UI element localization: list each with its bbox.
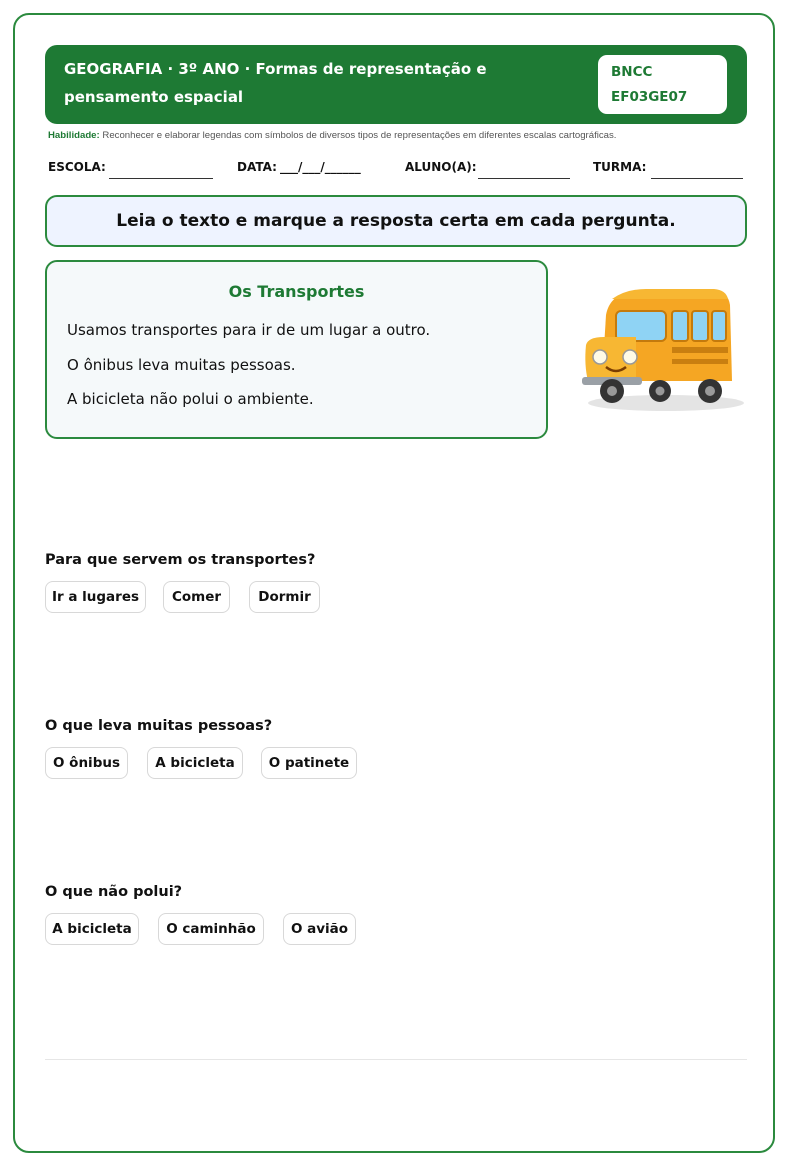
school-bus-icon xyxy=(576,285,751,415)
answer-option[interactable]: O patinete xyxy=(261,747,357,779)
answer-option[interactable]: Comer xyxy=(163,581,230,613)
footer-divider xyxy=(45,1059,747,1060)
question-2: O que leva muitas pessoas? xyxy=(45,718,273,734)
date-field[interactable]: ___/___/______ xyxy=(280,160,361,174)
question-1: Para que servem os transportes? xyxy=(45,552,316,568)
bncc-label: BNCC xyxy=(611,64,653,80)
aluno-field[interactable] xyxy=(478,178,570,179)
answer-option[interactable]: A bicicleta xyxy=(45,913,139,945)
answer-option[interactable]: Dormir xyxy=(249,581,320,613)
habilidade-label: Habilidade: xyxy=(48,130,100,141)
header-bar xyxy=(45,45,747,124)
answer-option[interactable]: O ônibus xyxy=(45,747,128,779)
answer-option[interactable]: Ir a lugares xyxy=(45,581,146,613)
page-title: GEOGRAFIA · 3º ANO · Formas de representação e pensamento espacial xyxy=(64,60,487,106)
aluno-label: ALUNO(A): xyxy=(405,160,477,174)
escola-label: ESCOLA: xyxy=(48,160,106,174)
data-label: DATA: xyxy=(237,160,277,174)
reading-line: O ônibus leva muitas pessoas. xyxy=(67,356,296,374)
reading-title: Os Transportes xyxy=(228,282,365,301)
bncc-code: EF03GE07 xyxy=(611,89,688,105)
reading-text-box xyxy=(45,260,548,439)
turma-field[interactable] xyxy=(651,178,743,179)
question-3: O que não polui? xyxy=(45,884,183,900)
habilidade-description: Reconhecer e elaborar legendas com símbolos de diversos tipos de representações em diferentes escalas cartográficas. xyxy=(102,130,617,141)
answer-option[interactable]: O avião xyxy=(283,913,356,945)
habilidade-text xyxy=(48,130,748,141)
bncc-badge xyxy=(598,55,727,114)
answer-option[interactable]: O caminhão xyxy=(158,913,264,945)
turma-label: TURMA: xyxy=(593,160,647,174)
answer-option[interactable]: A bicicleta xyxy=(147,747,243,779)
instruction-banner: Leia o texto e marque a resposta certa em cada pergunta. xyxy=(45,195,747,247)
reading-line: Usamos transportes para ir de um lugar a outro. xyxy=(67,321,431,339)
reading-line: A bicicleta não polui o ambiente. xyxy=(67,390,314,408)
escola-field[interactable] xyxy=(109,178,213,179)
